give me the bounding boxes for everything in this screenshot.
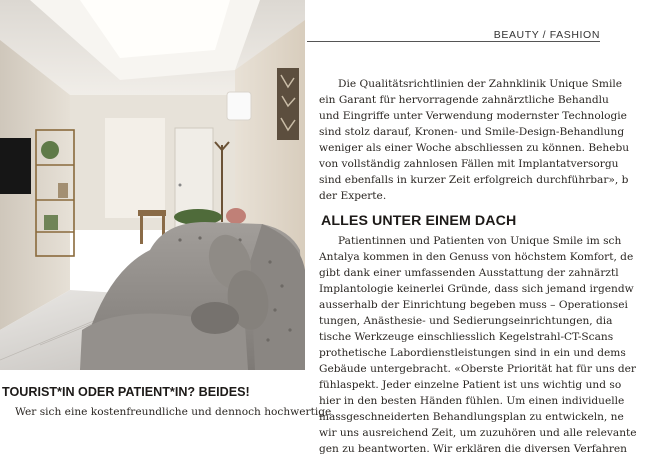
clinic-lounge-photo [0, 0, 305, 370]
text-line: fühlaspekt. Jeder einzelne Patient ist uns wichtig und so [319, 379, 622, 391]
text-line: massgeschneiderten Behandlungsplan zu entwickeln, ne [319, 411, 624, 423]
text-line: Wer sich eine kostenfreundliche und dennoch hochwertige [15, 406, 332, 418]
text-line: ausserhalb der Einrichtung begeben muss – Operationsei [319, 299, 628, 311]
header-rule [307, 41, 600, 42]
text-line: Implantologie keinerlei Gründe, dass sich jemand irgendw [319, 283, 634, 295]
text-line: gibt dank einer umfassenden Ausstattung der zahnärztl [319, 267, 619, 279]
text-line: Antalya kommen in den Genuss von höchstem Komfort, de [319, 251, 634, 263]
text-line: der Experte. [319, 190, 387, 202]
text-line: Patientinnen und Patienten von Unique Smile im sch [338, 235, 622, 247]
text-line: und Eingriffe unter Verwendung modernster Technologie [319, 110, 627, 122]
text-line: gen zu beantworten. Wir erklären die diversen Verfahren [319, 443, 627, 455]
section-heading: ALLES UNTER EINEM DACH [321, 213, 517, 229]
text-line: hier in den besten Händen fühlen. Um einen individuelle [319, 395, 625, 407]
text-line: prothetische Labordienstleistungen sind in ein und dems [319, 347, 626, 359]
text-line: Die Qualitätsrichtlinien der Zahnklinik Unique Smile [338, 78, 623, 90]
text-line: sind stolz darauf, Kronen- und Smile-Design-Behandlung [319, 126, 625, 138]
section-heading-left: TOURIST*IN ODER PATIENT*IN? BEIDES! [2, 385, 250, 399]
text-line: sind ebenfalls in kurzer Zeit erfolgreich durchführbar», b [319, 174, 629, 186]
text-line: tische Werkzeuge einschliesslich Kegelstrahl-CT-Scans [319, 331, 614, 343]
text-line: Gebäude untergebracht. «Oberste Priorität hat für uns der [319, 363, 636, 375]
text-line: weniger als einer Woche abschliessen zu können. Behebu [319, 142, 630, 154]
intro-paragraph [319, 76, 649, 204]
text-line: von vollständig zahnlosen Fällen mit Implantatversorgu [319, 158, 619, 170]
text-line: ein Garant für hervorragende zahnärztliche Behandlu [319, 94, 609, 106]
text-line: wir uns ausreichend Zeit, um zuzuhören und alle relevante [319, 427, 637, 439]
body-paragraph [319, 233, 649, 457]
section-label: BEAUTY / FASHION [493, 29, 600, 41]
text-line: tungen, Anästhesie- und Sedierungseinrichtungen, dia [319, 315, 613, 327]
